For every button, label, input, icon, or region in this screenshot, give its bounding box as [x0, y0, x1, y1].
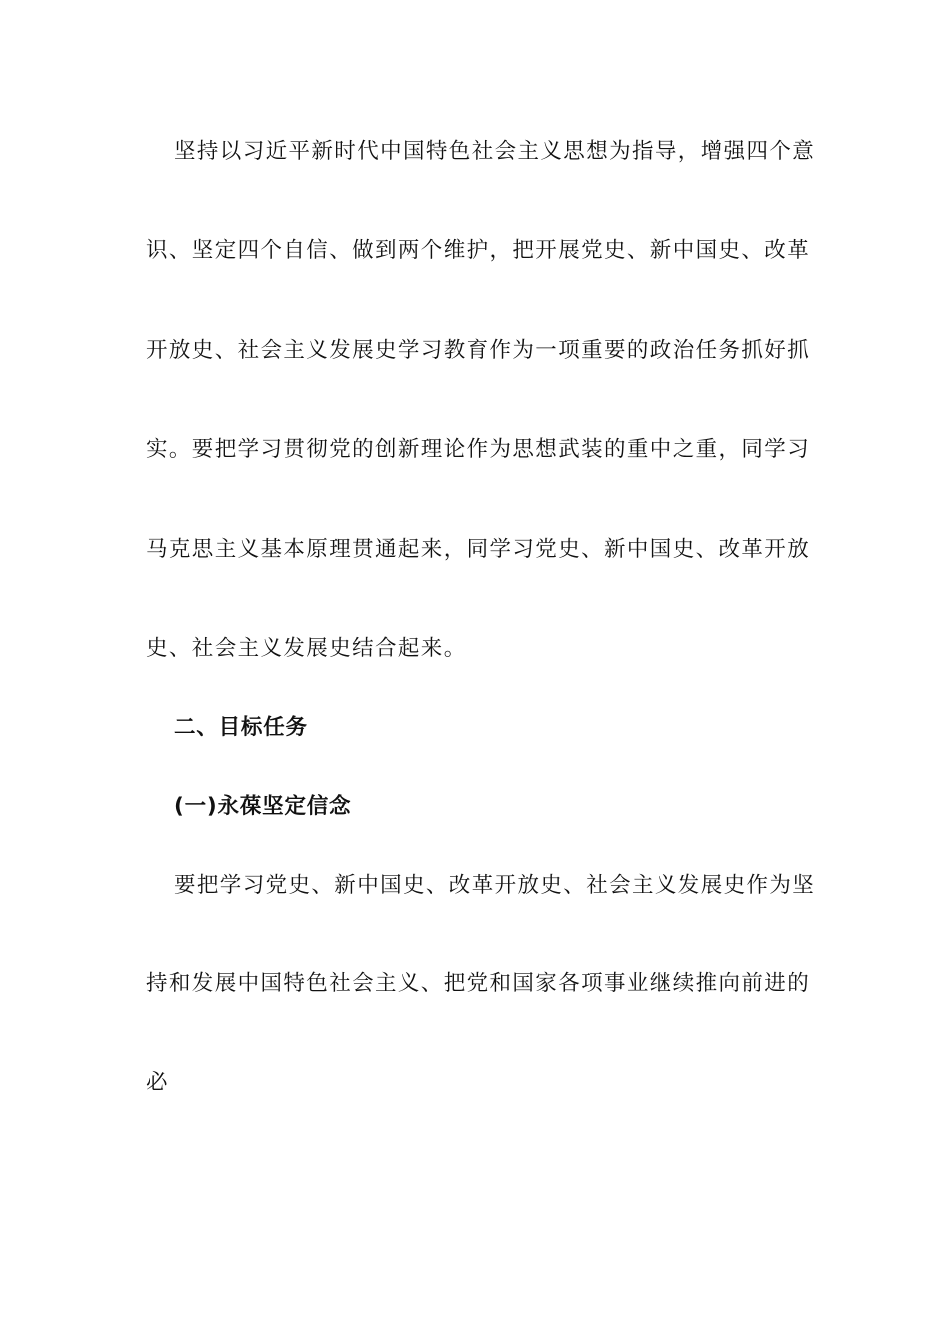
section-heading: 二、目标任务: [174, 715, 308, 740]
paragraph-1-line-1: 坚持以习近平新时代中国特色社会主义思想为指导，增强四个意: [174, 139, 816, 164]
paragraph-1-line-2: 识、坚定四个自信、做到两个维护，把开展党史、新中国史、改革: [146, 238, 811, 263]
paragraph-2-line-1: 要把学习党史、新中国史、改革开放史、社会主义发展史作为坚: [174, 873, 816, 898]
subsection-heading: (一)永葆坚定信念: [174, 794, 352, 819]
paragraph-1-line-5: 马克思主义基本原理贯通起来，同学习党史、新中国史、改革开放: [146, 537, 811, 562]
paragraph-2-line-3: 必: [146, 1070, 169, 1095]
paragraph-1-line-4: 实。要把学习贯彻党的创新理论作为思想武装的重中之重，同学习: [146, 437, 811, 462]
paragraph-1-line-6: 史、社会主义发展史结合起来。: [146, 636, 467, 661]
paragraph-1-line-3: 开放史、社会主义发展史学习教育作为一项重要的政治任务抓好抓: [146, 338, 811, 363]
paragraph-2-line-2: 持和发展中国特色社会主义、把党和国家各项事业继续推向前进的: [146, 971, 811, 996]
